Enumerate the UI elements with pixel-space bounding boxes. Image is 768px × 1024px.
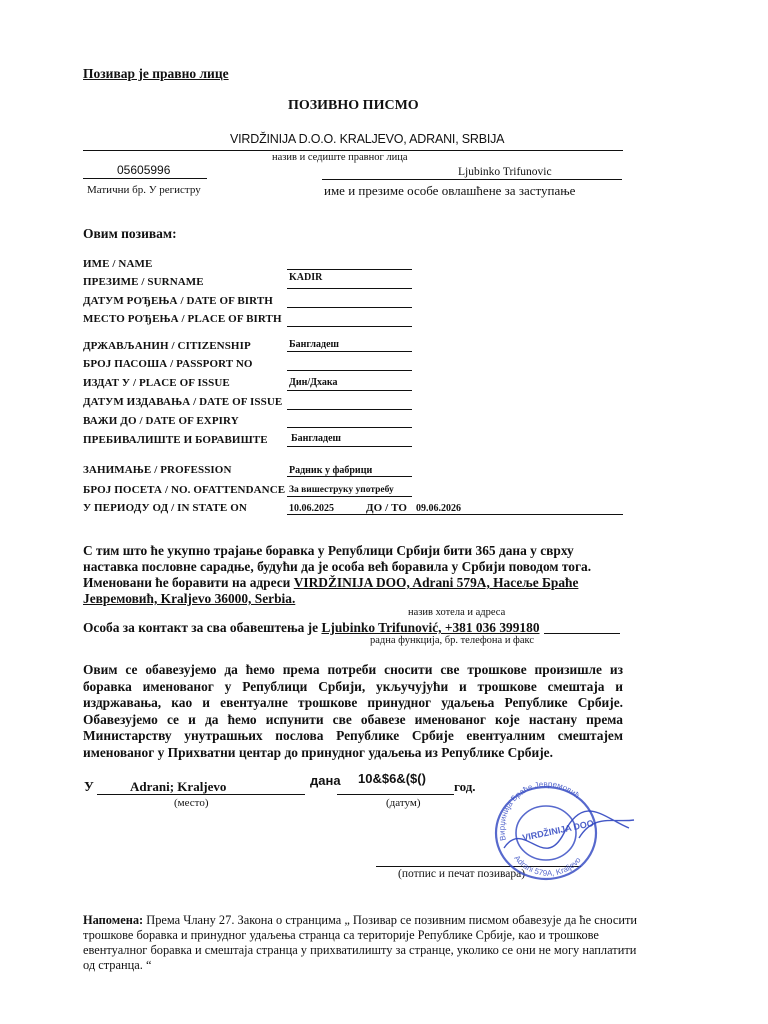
field-label-citizenship: ДРЖАВЉАНИН / CITIZENSHIP: [83, 340, 251, 352]
contact-underline-extension: [544, 633, 620, 634]
signature-caption: (потпис и печат позивара): [398, 868, 526, 880]
date-caption: (датум): [386, 797, 421, 809]
stamp-ring-bottom-text: Adrani 579A, Kraljevo: [512, 853, 583, 878]
company-name: VIRDŽINIJA D.O.O. KRALJEVO, ADRANI, SRBIJA: [230, 132, 505, 146]
date-value: 10&$6&($(): [358, 771, 426, 786]
representative-underline: [322, 179, 622, 180]
invite-heading: Овим позивам:: [83, 226, 177, 241]
field-line-residence: [287, 446, 412, 447]
field-label-residence: ПРЕБИВАЛИШТЕ И БОРАВИШТЕ: [83, 434, 268, 446]
note-line-2: трошкове боравка и принудног удаљења странца са територије Републике Србије, као и трошкове: [83, 928, 599, 942]
field-label-period-to: ДО / TO: [366, 502, 408, 514]
field-line-profession: [287, 476, 412, 477]
obligation-paragraph: [83, 662, 623, 761]
field-label-surname: ПРЕЗИМЕ / SURNAME: [83, 276, 204, 288]
obligation-line-1: Овим се обавезујемо да ћемо према потреби сносити све трошкове произишле из: [83, 662, 623, 677]
place-underline: [97, 794, 305, 795]
company-underline: [83, 150, 623, 151]
representative-name: Ljubinko Trifunovic: [458, 166, 552, 178]
inviter-type: Позивар је правно лице: [83, 66, 229, 81]
document-title: ПОЗИВНО ПИСМО: [288, 98, 419, 113]
field-line-citizenship: [287, 351, 412, 352]
field-value-residence: Бангладеш: [291, 433, 341, 444]
stamp-center-text: VIRDŽINIJA DOO: [521, 817, 595, 843]
obligation-line-2: боравка именованог у Републици Србији, укључујући и трошкове смештаја и: [83, 678, 623, 694]
note-label: Напомена:: [83, 913, 144, 927]
stay-address-prefix: Именовани ће боравити на адреси: [83, 575, 294, 590]
obligation-line-4: Обавезујемо се и да ћемо испунити све обавезе именованог које настану према: [83, 711, 623, 727]
field-value-period-from: 10.06.2025: [289, 503, 334, 514]
stay-address-part-1: VIRDŽINIJA DOO, Adrani 579A, Насеље Браће: [293, 575, 579, 590]
obligation-line-6: именованог у Прихватни центар до принудног удаљења из Републике Србије.: [83, 744, 553, 760]
place-value: Adrani; Kraljevo: [130, 779, 227, 794]
field-label-profession: ЗАНИМАЊЕ / PROFESSION: [83, 464, 232, 476]
company-caption: назив и седиште правног лица: [272, 152, 408, 163]
field-line-birth-place: [287, 326, 412, 327]
contact-value: Ljubinko Trifunović, +381 036 399180: [321, 620, 540, 635]
field-value-attendance: За вишеструку употребу: [289, 485, 394, 495]
field-label-birth-place: МЕСТО РОЂЕЊА / PLACE OF BIRTH: [83, 313, 282, 325]
field-line-issue-place: [287, 390, 412, 391]
field-line-attendance: [287, 496, 412, 497]
year-suffix: год.: [454, 779, 476, 794]
stay-line-2: наставка пословне сарадње, будући да је особа већ боравила у Србији поводом тога.: [83, 559, 592, 574]
field-line-issue-date: [287, 409, 412, 410]
field-label-name: ИМЕ / NAME: [83, 258, 153, 270]
date-label: дана: [310, 773, 341, 788]
note-text-1: Према Члану 27. Закона о странцима „ Позивар се позивним писмом обавезује да ће сносити: [143, 913, 638, 927]
place-caption: (место): [174, 797, 209, 809]
hotel-caption: назив хотела и адреса: [408, 607, 506, 618]
field-value-surname: KADIR: [289, 272, 323, 283]
company-stamp: [484, 778, 644, 888]
field-line-expiry: [287, 427, 412, 428]
note-line-1: [83, 913, 637, 928]
field-label-birth-date: ДАТУМ РОЂЕЊА / DATE OF BIRTH: [83, 295, 273, 307]
stamp-ring-top-text: Вирџинија Браће Јевремовић: [497, 779, 582, 842]
stay-address-part-2: Јевремовић, Kraljevo 36000, Serbia.: [83, 591, 296, 606]
field-line-birth-date: [287, 307, 412, 308]
obligation-line-5: Министарству унутрашњих послова Републике Србије евентуалним смештајем: [83, 728, 623, 743]
field-label-period-from: У ПЕРИОДУ ОД / IN STATE ON: [83, 502, 247, 514]
contact-label: Особа за контакт за сва обавештења је: [83, 620, 322, 635]
field-value-citizenship: Бангладеш: [289, 339, 339, 350]
field-label-issue-place: ИЗДАТ У / PLACE OF ISSUE: [83, 377, 230, 389]
stay-line-1: С тим што ће укупно трајање боравка у Републици Србији бити 365 дана у сврху: [83, 543, 574, 558]
representative-caption: име и презиме особе овлашћене за заступање: [324, 183, 576, 198]
registration-caption: Матични бр. У регистру: [87, 184, 201, 196]
note-line-4: од странца. “: [83, 958, 152, 972]
field-label-passport: БРОЈ ПАСОША / PASSPORT NO: [83, 358, 253, 370]
contact-line: [83, 620, 540, 636]
field-value-profession: Радник у фабрици: [289, 465, 373, 476]
note-line-3: евентуалног боравка и смештаја странца у прихватилишту за странце, уколико се они не могу наплатити: [83, 943, 637, 957]
field-line-period: [287, 514, 623, 515]
field-label-issue-date: ДАТУМ ИЗДАВАЊА / DATE OF ISSUE: [83, 396, 283, 408]
field-label-expiry: ВАЖИ ДО / DATE OF EXPIRY: [83, 415, 239, 427]
date-underline: [337, 794, 454, 795]
place-prefix: У: [84, 779, 94, 794]
field-label-attendance: БРОЈ ПОСЕТА / NO. OFATTENDANCE: [83, 484, 286, 496]
field-line-name: [287, 269, 412, 270]
registration-underline: [83, 178, 207, 179]
obligation-line-3: издржавања, као и евентуалне трошкове принудног удаљења Републике Србије.: [83, 695, 623, 710]
stay-line-3: [83, 575, 578, 591]
field-line-passport: [287, 370, 412, 371]
field-value-issue-place: Дин/Дхака: [289, 377, 338, 388]
contact-caption: радна функција, бр. телефона и факс: [370, 635, 535, 646]
field-value-period-to: 09.06.2026: [416, 503, 461, 514]
field-line-surname: [287, 288, 412, 289]
registration-number: 05605996: [117, 163, 171, 177]
